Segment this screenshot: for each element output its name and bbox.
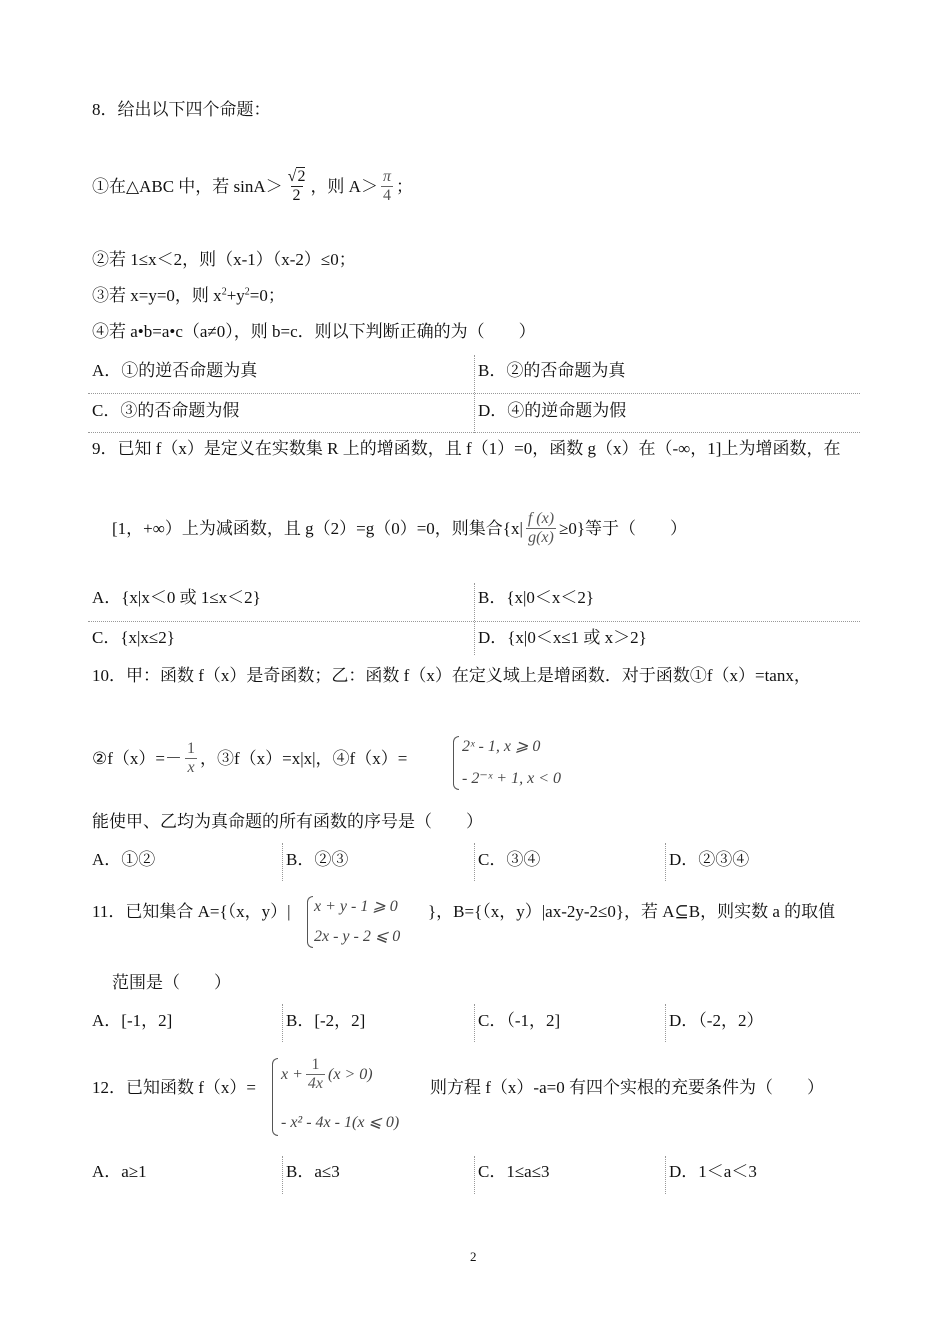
q12-option-d[interactable]: D．1＜a＜3: [669, 1162, 757, 1181]
table-divider: [474, 583, 475, 655]
q8-p3-post: =0；: [249, 286, 285, 305]
q8-proposition-2: ②若 1≤x＜2，则（x-1）（x-2）≤0；: [92, 250, 356, 269]
f-over-g-fraction: [526, 510, 556, 548]
table-divider: [474, 1004, 475, 1042]
q8-option-c[interactable]: C．③的否命题为假: [92, 401, 240, 420]
q11-option-c[interactable]: C．（-1，2]: [478, 1011, 561, 1030]
q11-pre: 11．已知集合 A={（x，y）|: [92, 902, 291, 921]
system-brace: [307, 896, 313, 948]
q11-option-b[interactable]: B．[-2，2]: [286, 1011, 366, 1030]
frac-denominator: 4x: [307, 1075, 324, 1093]
frac-denominator: 4: [382, 187, 391, 205]
table-divider: [665, 843, 666, 881]
piecewise-brace: [272, 1058, 278, 1136]
q11-case-2: 2x - y - 2 ⩽ 0: [314, 928, 401, 945]
frac-numerator: π: [382, 168, 391, 185]
q8-proposition-1: [92, 168, 413, 206]
frac-denominator: x: [187, 759, 195, 777]
table-divider: [665, 1156, 666, 1194]
q10-line-1: 10．甲：函数 f（x）是奇函数；乙：函数 f（x）在定义域上是增函数．对于函数①f（x）=tanx，: [92, 666, 811, 685]
q9-option-a[interactable]: A．{x|x＜0 或 1≤x＜2}: [92, 588, 261, 607]
q11-line-2: 范围是（ ）: [112, 973, 231, 992]
sqrt2-over-2-fraction: $\frac{√2}{2}$: [287, 168, 306, 205]
table-divider: [665, 1004, 666, 1042]
q8-option-d[interactable]: D．④的逆命题为假: [478, 401, 627, 420]
q9-line-2-post: ≥0}等于（ ）: [559, 518, 688, 538]
table-divider: [282, 1156, 283, 1194]
page-number: 2: [470, 1249, 477, 1264]
q12-case-1-a: x +: [281, 1065, 303, 1083]
q8-option-b[interactable]: B．②的否命题为真: [478, 361, 626, 380]
q10-line-2-b: ，③f（x）=x|x|，④f（x）=: [200, 748, 408, 768]
q10-option-b[interactable]: B．②③: [286, 850, 349, 869]
table-divider: [474, 1156, 475, 1194]
q9-option-d[interactable]: D．{x|0＜x≤1 或 x＞2}: [478, 628, 647, 647]
table-divider: [474, 355, 475, 433]
q10-option-c[interactable]: C．③④: [478, 850, 541, 869]
q10-option-a[interactable]: A．①②: [92, 850, 156, 869]
q11-post: }，B={（x，y）|ax-2y-2≤0}，若 A⊆B，则实数 a 的取值: [428, 902, 836, 921]
q8-p3-sup1: 2: [221, 286, 227, 298]
q9-line-1: 9．已知 f（x）是定义在实数集 R 上的增函数，且 f（1）=0，函数 g（x）在（-∞，1]上为增函数，在: [92, 439, 841, 458]
q8-p3-sup2: 2: [244, 286, 250, 298]
q8-p1-mid: ，则 A＞: [310, 176, 378, 196]
q12-option-b[interactable]: B．a≤3: [286, 1162, 340, 1181]
q8-p3-mid: +y: [226, 286, 245, 305]
q11-case-1: x + y - 1 ⩾ 0: [314, 898, 398, 915]
q12-pre: 12．已知函数 f（x）=: [92, 1078, 256, 1097]
q12-case-1-b: (x > 0): [328, 1065, 373, 1083]
q8-stem: 8．给出以下四个命题：: [92, 100, 271, 119]
q10-line-2-a: ②f（x）=－: [92, 748, 182, 768]
piecewise-brace: [453, 736, 459, 790]
pi-over-4-fraction: [381, 168, 393, 206]
one-over-x-fraction: [185, 740, 197, 778]
q10-case-2: - 2⁻ˣ + 1, x < 0: [462, 770, 561, 787]
frac-numerator: 2: [297, 168, 306, 185]
q12-option-a[interactable]: A．a≥1: [92, 1162, 147, 1181]
q12-option-c[interactable]: C．1≤a≤3: [478, 1162, 550, 1181]
q9-option-b[interactable]: B．{x|0＜x＜2}: [478, 588, 595, 607]
frac-numerator: 1: [311, 1056, 320, 1073]
q12-case-1: [281, 1056, 373, 1094]
q8-option-a[interactable]: A．①的逆否命题为真: [92, 361, 258, 380]
q10-line-2: [92, 740, 407, 778]
q8-proposition-4: ④若 a•b=a•c（a≠0），则 b=c．则以下判断正确的为（ ）: [92, 322, 536, 341]
q11-option-d[interactable]: D．（-2，2）: [669, 1011, 764, 1030]
q12-case-2: - x² - 4x - 1(x ⩽ 0): [281, 1114, 400, 1131]
q12-post: 则方程 f（x）-a=0 有四个实根的充要条件为（ ）: [430, 1078, 824, 1097]
table-divider: [474, 843, 475, 881]
q8-p1-pre: ①在△ABC 中，若 sinA＞: [92, 176, 283, 196]
q8-proposition-3: [92, 286, 285, 306]
q8-p1-post: ；: [395, 176, 413, 196]
q11-option-a[interactable]: A．[-1，2]: [92, 1011, 173, 1030]
frac-numerator: f (x): [527, 510, 555, 527]
frac-denominator: 2: [292, 187, 301, 205]
table-divider: [282, 1004, 283, 1042]
q9-line-2-pre: [1，+∞）上为减函数，且 g（2）=g（0）=0，则集合{x|: [112, 518, 523, 538]
table-divider: [282, 843, 283, 881]
q9-line-2: [112, 510, 687, 548]
q10-case-1: 2ˣ - 1, x ⩾ 0: [462, 738, 541, 755]
q8-p3-pre: ③若 x=y=0，则 x: [92, 286, 222, 305]
frac-numerator: 1: [187, 740, 195, 757]
q9-option-c[interactable]: C．{x|x≤2}: [92, 628, 175, 647]
q10-line-3: 能使甲、乙均为真命题的所有函数的序号是（ ）: [92, 812, 483, 831]
q10-option-d[interactable]: D．②③④: [669, 850, 750, 869]
one-over-4x-fraction: [306, 1056, 325, 1094]
frac-denominator: g(x): [528, 529, 554, 547]
